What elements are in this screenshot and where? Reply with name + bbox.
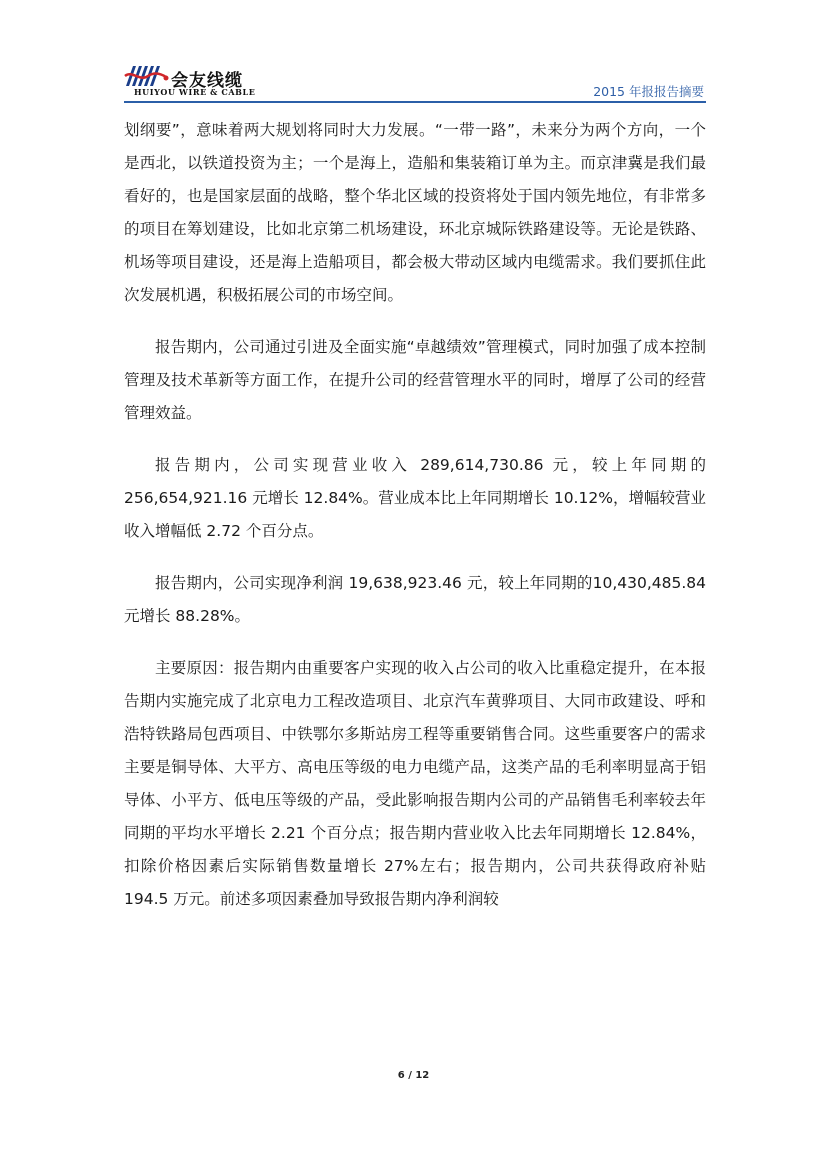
report-title: 2015 年报报告摘要 xyxy=(593,84,704,99)
paragraph-main-reasons: 主要原因：报告期内由重要客户实现的收入占公司的收入比重稳定提升，在本报告期内实施完成了北京电力工程改造项目、北京汽车黄骅项目、大同市政建设、呼和浩特铁路局包西项目、中铁鄂尔多斯站房工程等重要销售合同。这些重要客户的需求主要是铜导体、大平方、高电压等级的电力电缆产品，这类产品的毛利率明显高于铝导体、小平方、低电压等级的产品，受此影响报告期内公司的产品销售毛利率较去年同期的平均水平增长 2.21 个百分点；报告期内营业收入比去年同期增长 12.84%，扣除价格因素后实际销售数量增长 27%左右；报告期内，公司共获得政府补贴 194.5 万元。前述多项因素叠加导致报告期内净利润较 xyxy=(124,659,706,908)
company-logo xyxy=(124,62,294,100)
logo-text-en: HUIYOU WIRE & CABLE xyxy=(134,87,256,97)
logo-text-cn: 会友线缆 xyxy=(171,71,243,91)
paragraph-net-profit: 报告期内，公司实现净利润 19,638,923.46 元，较上年同期的10,430,485.84 元增长 88.28%。 xyxy=(124,574,706,625)
paragraph-continuation: 划纲要”，意味着两大规划将同时大力发展。“一带一路”，未来分为两个方向，一个是西北，以铁道投资为主；一个是海上，造船和集装箱订单为主。而京津冀是我们最看好的，也是国家层面的战略，整个华北区域的投资将处于国内领先地位，有非常多的项目在筹划建设，比如北京第二机场建设，环北京城际铁路建设等。无论是铁路、机场等项目建设，还是海上造船项目，都会极大带动区域内电缆需求。我们要抓住此次发展机遇，积极拓展公司的市场空间。 xyxy=(124,121,706,304)
header-divider xyxy=(124,101,706,103)
document-body xyxy=(124,114,706,935)
paragraph-revenue: 报告期内，公司实现营业收入 289,614,730.86 元，较上年同期的256,654,921.16 元增长 12.84%。营业成本比上年同期增长 10.12%，增幅较营业收入增幅低 2.72 个百分点。 xyxy=(124,456,706,540)
logo-icon xyxy=(124,64,170,88)
page-header xyxy=(124,62,706,102)
paragraph-management: 报告期内，公司通过引进及全面实施“卓越绩效”管理模式，同时加强了成本控制管理及技术革新等方面工作，在提升公司的经营管理水平的同时，增厚了公司的经营管理效益。 xyxy=(124,338,706,422)
page-number: 6 / 12 xyxy=(397,1070,430,1081)
